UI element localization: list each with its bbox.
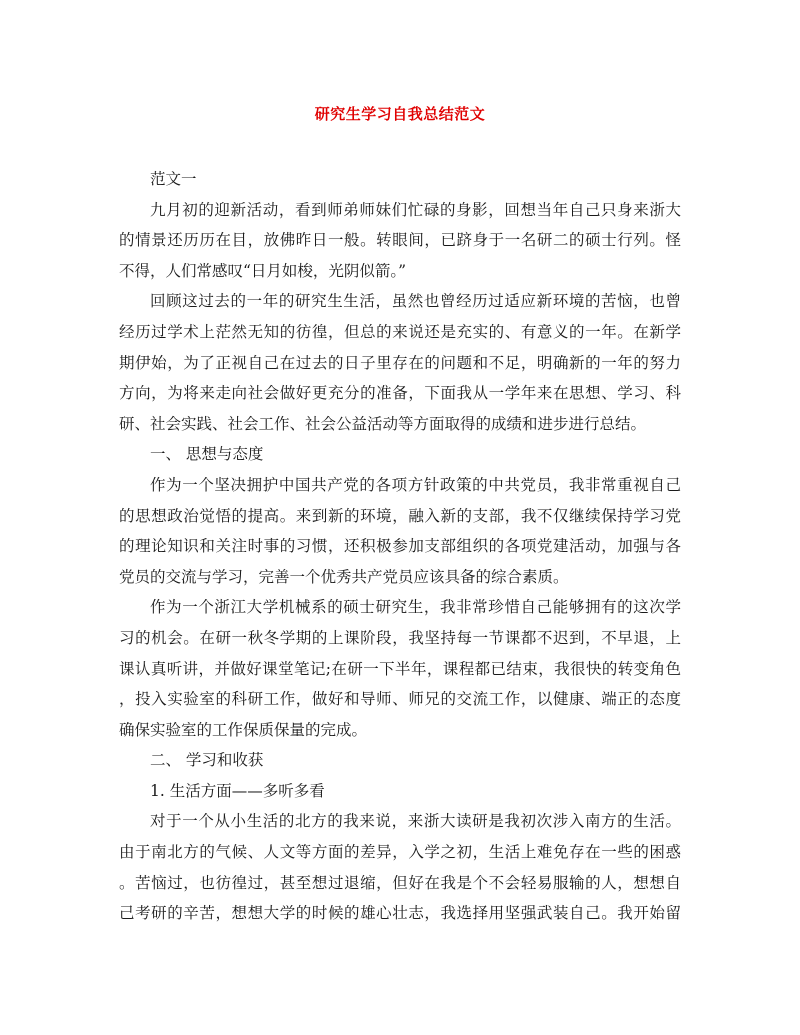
text-line: 。苦恼过，也彷徨过，甚至想过退缩，但好在我是个不会轻易服输的人，想想自 xyxy=(119,873,681,892)
text-line: 的情景还历历在目，放佛昨日一般。转眼间，已跻身于一名研二的硕士行列。怪 xyxy=(119,231,681,250)
text-line: 范文一 xyxy=(150,170,197,188)
text-line: 一、 思想与态度 xyxy=(150,445,264,464)
text-line: 的理论知识和关注时事的习惯，还积极参加支部组织的各项党建活动，加强与各 xyxy=(119,537,681,556)
document-title: 研究生学习自我总结范文 xyxy=(314,105,486,123)
text-line: 课认真听讲，并做好课堂笔记;在研一下半年，课程都已结束，我很快的转变角色 xyxy=(119,659,681,678)
text-line: 经历过学术上茫然无知的彷徨，但总的来说还是充实的、有意义的一年。在新学 xyxy=(119,322,681,341)
text-line: 作为一个浙江大学机械系的硕士研究生，我非常珍惜自己能够拥有的这次学 xyxy=(150,598,681,617)
text-line: 九月初的迎新活动，看到师弟师妹们忙碌的身影，回想当年自己只身来浙大 xyxy=(150,200,681,219)
text-line: 回顾这过去的一年的研究生生活，虽然也曾经历过适应新环境的苦恼，也曾 xyxy=(150,292,681,311)
text-line: 对于一个从小生活的北方的我来说，来浙大读研是我初次涉入南方的生活。 xyxy=(150,812,681,831)
text-line: ，投入实验室的科研工作，做好和导师、师兄的交流工作，以健康、端正的态度 xyxy=(119,690,681,709)
text-line: 二、 学习和收获 xyxy=(150,751,264,770)
text-line: 期伊始，为了正视自己在过去的日子里存在的问题和不足，明确新的一年的努力 xyxy=(119,353,681,372)
text-line: 方向，为将来走向社会做好更充分的准备，下面我从一学年来在思想、学习、科 xyxy=(119,384,681,403)
text-line: 确保实验室的工作保质保量的完成。 xyxy=(119,720,368,739)
text-line: 己考研的辛苦，想想大学的时候的雄心壮志，我选择用坚强武装自己。我开始留 xyxy=(119,904,681,923)
text-line: 习的机会。在研一秋冬学期的上课阶段，我坚持每一节课都不迟到，不早退，上 xyxy=(119,628,681,647)
text-line: 作为一个坚决拥护中国共产党的各项方针政策的中共党员，我非常重视自己 xyxy=(150,475,681,494)
text-line: 1. 生活方面——多听多看 xyxy=(150,781,325,800)
document-body xyxy=(119,164,681,929)
text-line: 党员的交流与学习，完善一个优秀共产党员应该具备的综合素质。 xyxy=(119,567,569,586)
text-line: 不得，人们常感叹“日月如梭，光阴似箭。” xyxy=(119,261,407,280)
text-line: 的思想政治觉悟的提高。来到新的环境，融入新的支部，我不仅继续保持学习党 xyxy=(119,506,681,525)
text-line: 由于南北方的气候、人文等方面的差异，入学之初，生活上难免存在一些的困惑 xyxy=(119,843,681,862)
text-line: 研、社会实践、社会工作、社会公益活动等方面取得的成绩和进步进行总结。 xyxy=(119,414,647,433)
